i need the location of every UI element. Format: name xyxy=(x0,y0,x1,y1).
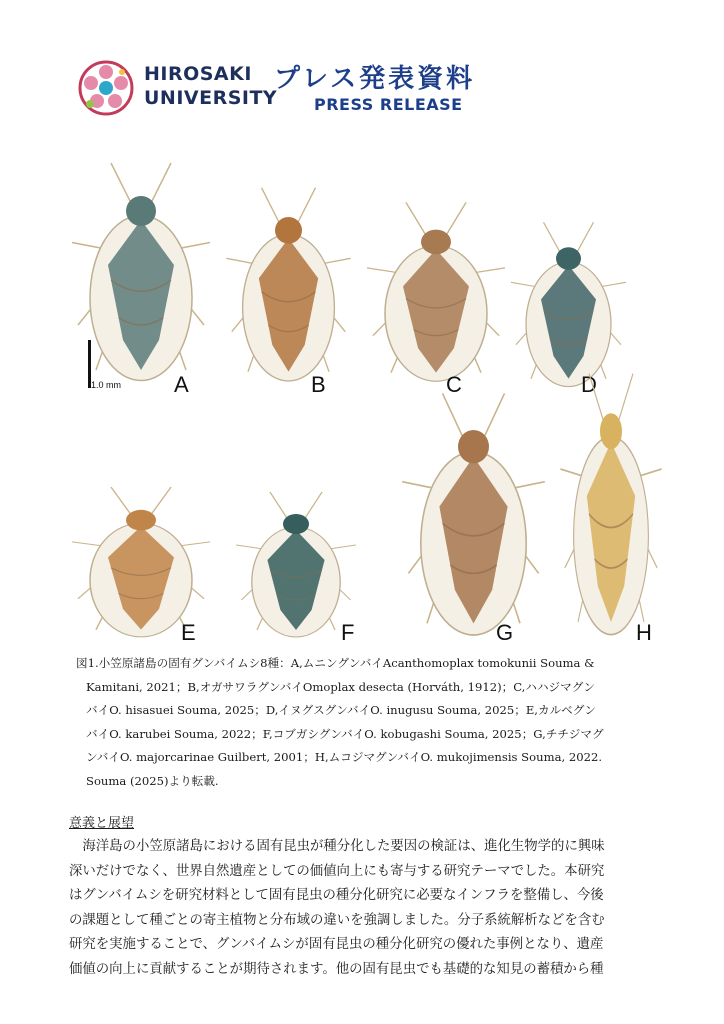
lace-bug-specimen-h xyxy=(556,370,666,640)
caption-line: Souma (2025)より転載. xyxy=(86,773,219,788)
lace-bug-specimen-e xyxy=(66,485,216,640)
lace-bug-specimen-g xyxy=(396,390,551,640)
lace-bug-specimen-b xyxy=(221,185,356,385)
panel-label-a: A xyxy=(174,372,189,397)
body-line: の課題として種ごとの寄主植物と分布域の違いを強調しました。分子系統解析などを含む xyxy=(69,912,605,928)
caption-line: ンバイO. majorcarinae Guilbert, 2001；H,ムコジマグンバイO. mukojimensis Souma, 2022. xyxy=(86,750,603,764)
body-line: 研究を実施することで、グンバイムシが固有昆虫の種分化研究の優れた事例となり、遺産 xyxy=(69,937,604,953)
lace-bug-specimen-a xyxy=(66,160,216,385)
university-name-line2: UNIVERSITY xyxy=(144,87,278,109)
caption-line: バイO. karubei Souma, 2022；F,コブガシグンバイO. kobugashi Souma, 2025；G,チチジマグ xyxy=(86,726,604,741)
lace-bug-specimen-c xyxy=(361,200,511,385)
panel-label-c: C xyxy=(446,372,462,397)
body-line: 深いだけでなく、世界自然遺産としての価値向上にも寄与する研究テーマでした。本研究 xyxy=(69,863,605,879)
figure-caption xyxy=(76,652,660,793)
lace-bug-figure xyxy=(66,160,666,650)
body-line: はグンバイムシを研究材料として固有昆虫の種分化研究に必要なインフラを整備し、今後 xyxy=(69,888,604,904)
body-line: 価値の向上に貢献することが期待されます。他の固有昆虫でも基礎的な知見の蓄積から種 xyxy=(69,961,604,977)
panel-label-h: H xyxy=(636,620,652,645)
press-release-title-en: PRESS RELEASE xyxy=(314,95,463,114)
panel-label-b: B xyxy=(311,372,326,397)
caption-line: 図1.小笠原諸島の固有グンバイムシ8種：A,ムニングンバイAcanthomoplax tomokunii Souma & xyxy=(76,656,595,670)
scale-label: 1.0 mm xyxy=(91,380,122,390)
caption-line: バイO. hisasuei Souma, 2025；D,イヌグスグンバイO. inugusu Souma, 2025；E,カルベグン xyxy=(86,703,596,717)
university-name-line1: HIROSAKI xyxy=(144,63,252,85)
lace-bug-specimen-f xyxy=(231,490,361,640)
panel-label-e: E xyxy=(181,620,196,645)
section-title: 意義と展望 xyxy=(69,816,135,831)
university-name xyxy=(144,62,277,110)
section-body xyxy=(69,835,661,983)
lace-bug-specimen-d xyxy=(506,220,631,390)
caption-line: Kamitani, 2021；B,オガサワラグンバイOmoplax desecta (Horváth, 1912)；C,ハハジマグン xyxy=(86,679,595,694)
press-header xyxy=(78,58,578,118)
body-line: 海洋島の小笠原諸島における固有昆虫が種分化した要因の検証は、進化生物学的に興味 xyxy=(69,839,605,854)
hirosaki-university-logo-icon xyxy=(78,60,134,116)
press-release-title-jp: プレス発表資料 xyxy=(274,64,476,94)
panel-label-d: D xyxy=(581,372,597,397)
panel-label-g: G xyxy=(496,620,514,645)
panel-label-f: F xyxy=(341,620,355,645)
